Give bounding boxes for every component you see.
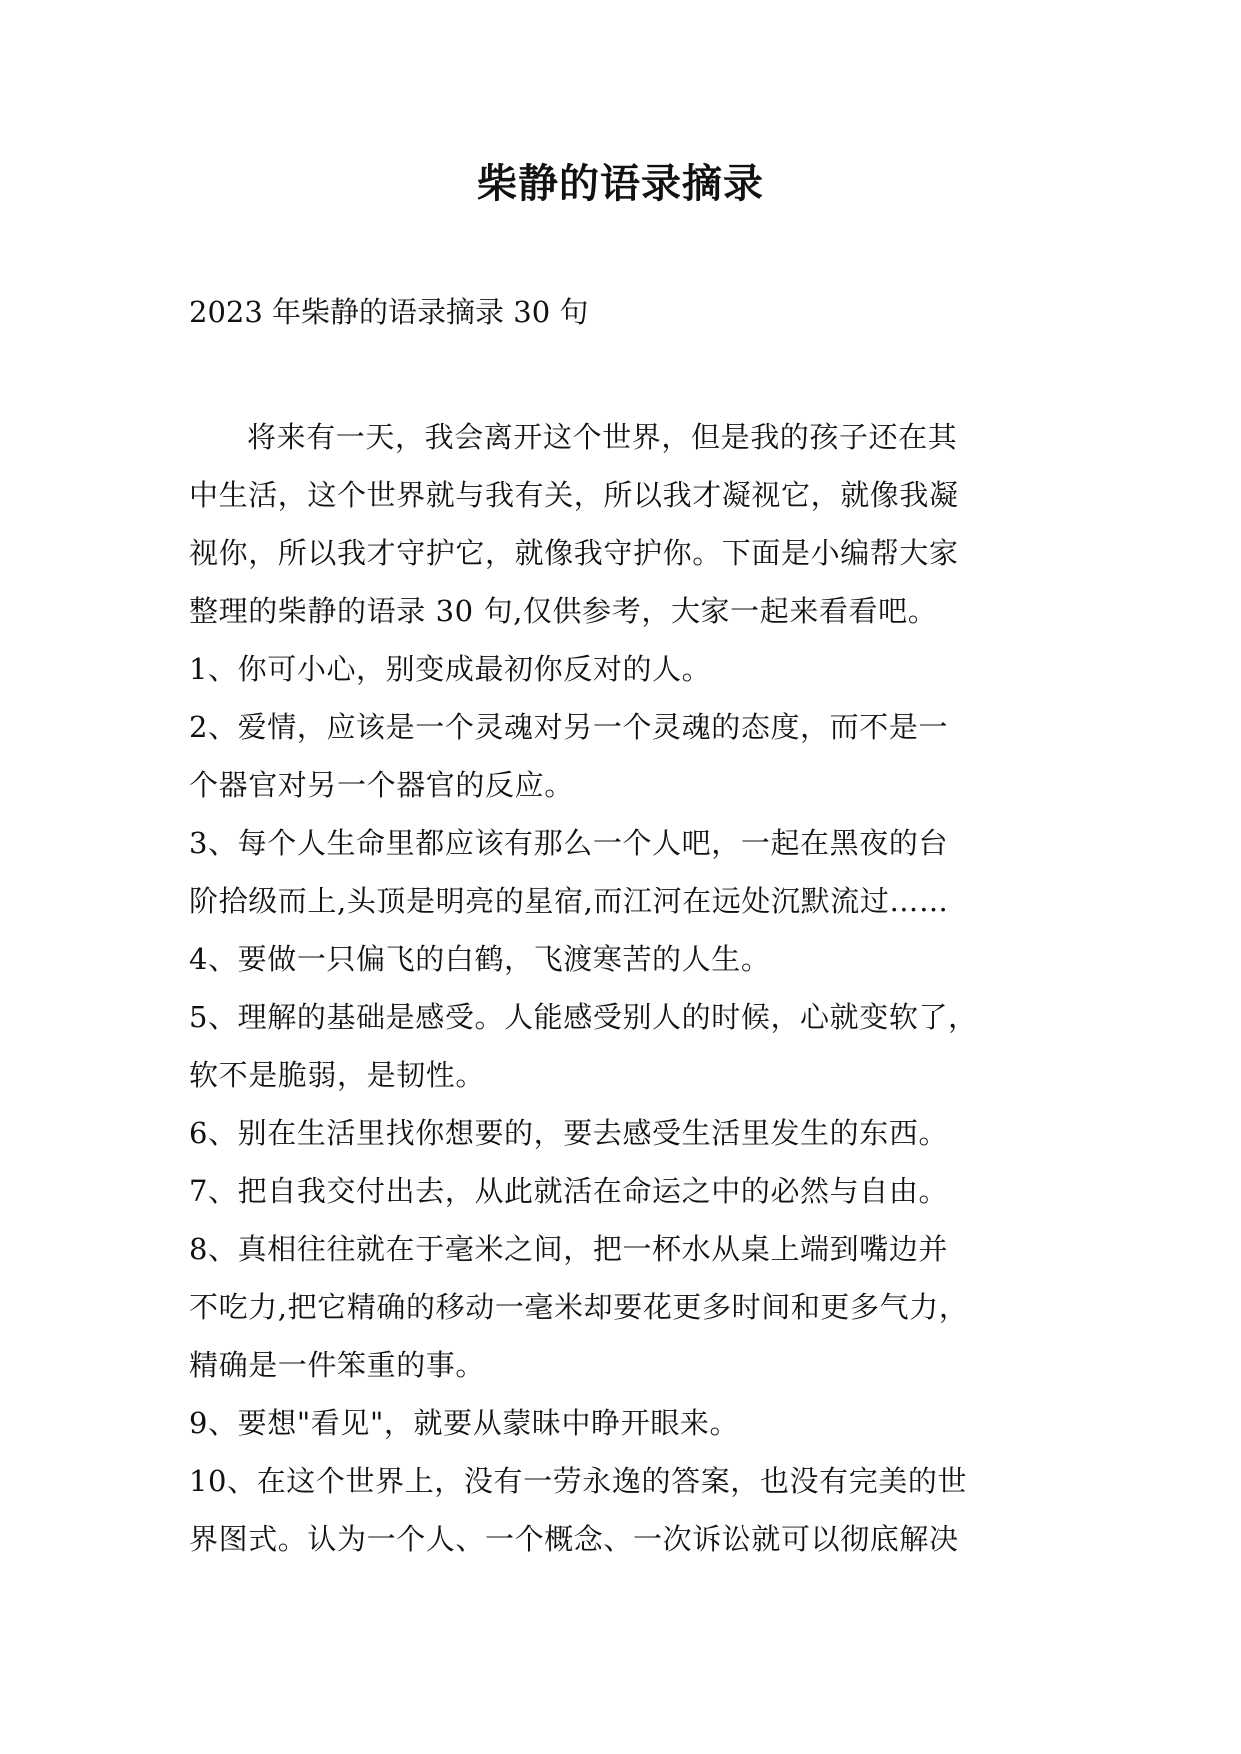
quote-line: 不吃力,把它精确的移动一毫米却要花更多时间和更多气力，: [189, 1290, 969, 1324]
quote-line: 8、真相往往就在于毫米之间，把一杯水从桌上端到嘴边并: [189, 1232, 949, 1266]
quote-line: 界图式。认为一个人、一个概念、一次诉讼就可以彻底解决: [189, 1522, 959, 1556]
quote-line: 9、要想"看见"，就要从蒙昧中睁开眼来。: [189, 1406, 740, 1440]
document-title: 柴静的语录摘录: [477, 160, 764, 207]
quote-line: 软不是脆弱，是韧性。: [189, 1058, 486, 1092]
quote-line: 5、理解的基础是感受。人能感受别人的时候，心就变软了，: [189, 1000, 978, 1034]
quote-line: 7、把自我交付出去，从此就活在命运之中的必然与自由。: [189, 1174, 949, 1208]
document-body: [189, 408, 1061, 1568]
quote-line: 精确是一件笨重的事。: [189, 1348, 486, 1382]
quote-line: 4、要做一只偏飞的白鹤，飞渡寒苦的人生。: [189, 942, 771, 976]
quote-line: 1、你可小心，别变成最初你反对的人。: [189, 652, 712, 686]
quote-line: 阶拾级而上,头顶是明亮的星宿,而江河在远处沉默流过……: [189, 884, 949, 918]
quote-line: 个器官对另一个器官的反应。: [189, 768, 574, 802]
quote-line: 3、每个人生命里都应该有那么一个人吧，一起在黑夜的台: [189, 826, 949, 860]
body-line: 视你，所以我才守护它，就像我守护你。下面是小编帮大家: [189, 536, 959, 570]
document-subtitle: 2023 年柴静的语录摘录 30 句: [189, 295, 589, 329]
quote-line: 2、爱情，应该是一个灵魂对另一个灵魂的态度，而不是一: [189, 710, 949, 744]
body-line: 将来有一天，我会离开这个世界，但是我的孩子还在其: [247, 420, 958, 454]
body-line: 中生活，这个世界就与我有关，所以我才凝视它，就像我凝: [189, 478, 959, 512]
quote-line: 10、在这个世界上，没有一劳永逸的答案，也没有完美的世: [189, 1464, 968, 1498]
body-line: 整理的柴静的语录 30 句,仅供参考，大家一起来看看吧。: [189, 594, 938, 628]
quote-line: 6、别在生活里找你想要的，要去感受生活里发生的东西。: [189, 1116, 949, 1150]
